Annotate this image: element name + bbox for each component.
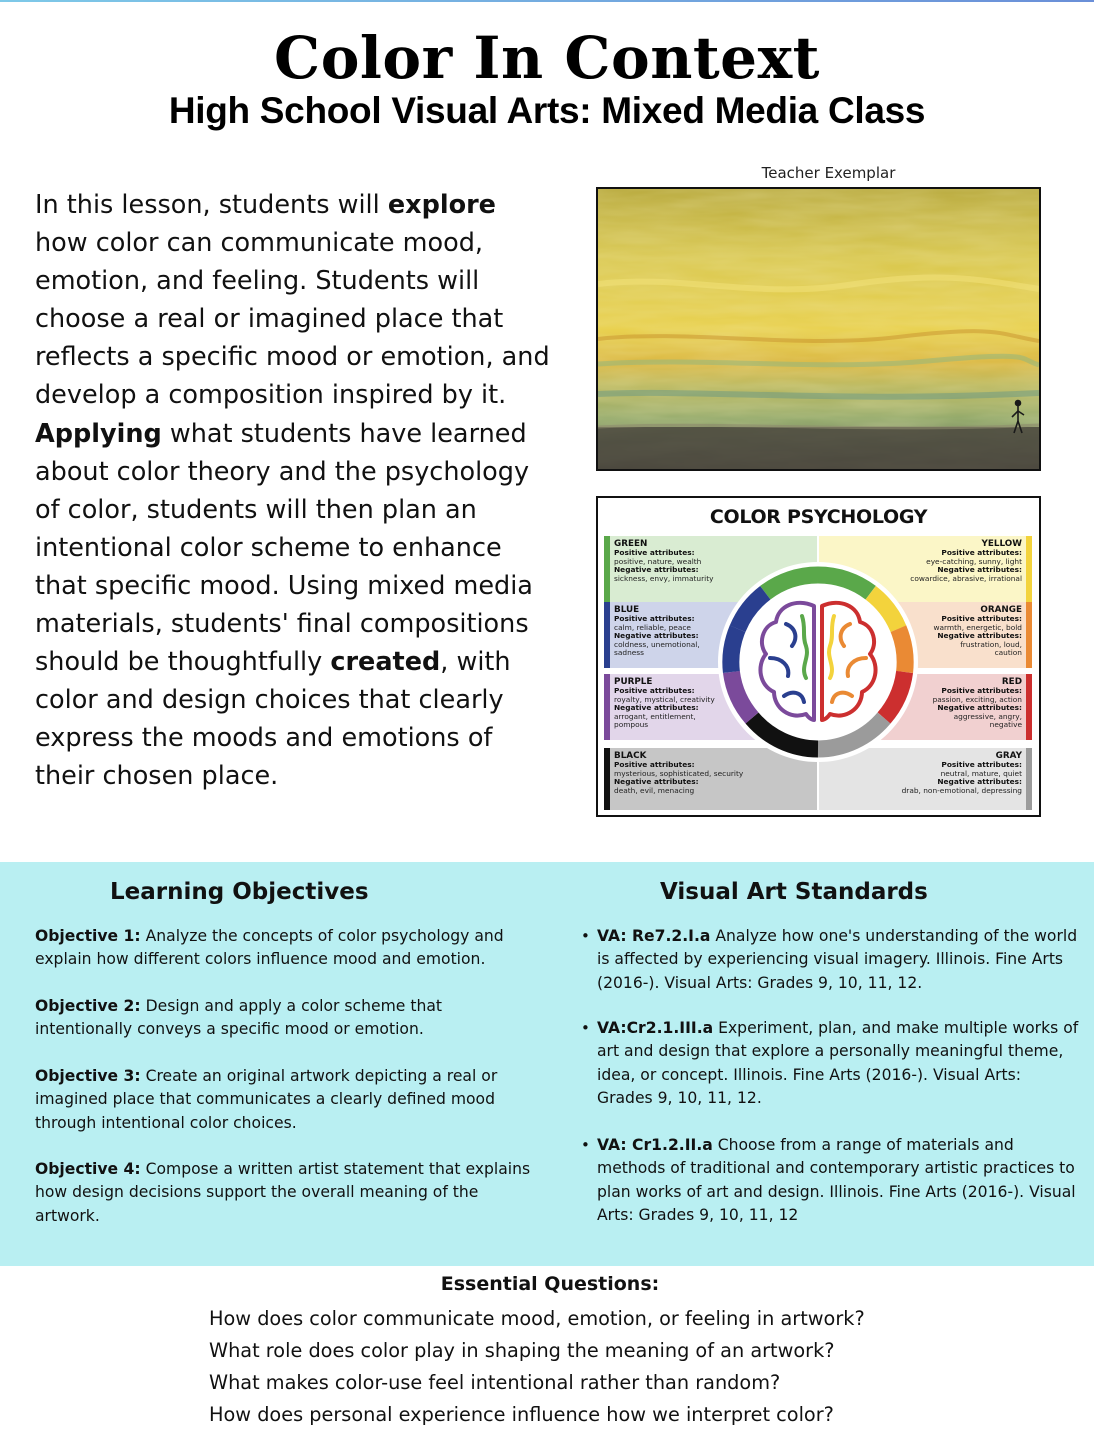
cell-purple: PURPLE Positive attributes: royalty, mystical, creativity Negative attributes: arrogant, entitlement, pompous — [604, 674, 817, 740]
keyword-created: created — [330, 647, 441, 678]
keyword-applying: Applying — [35, 418, 162, 449]
learning-objectives-heading: Learning Objectives — [110, 879, 369, 905]
cell-yellow: YELLOW Positive attributes: eye-catching, sunny, light Negative attributes: cowardice, abrasive, irrational — [819, 536, 1032, 602]
keyword-explore: explore — [387, 190, 496, 220]
bullet: • — [581, 1136, 590, 1154]
essential-question: How does personal experience influence how we interpret color? — [209, 1403, 834, 1426]
cell-orange: ORANGE Positive attributes: warmth, energetic, bold Negative attributes: frustration, loud, caution — [819, 602, 1032, 668]
color-brain-wheel — [706, 536, 930, 788]
color-psychology-chart — [596, 496, 1041, 817]
objective-1: Objective 1: Analyze the concepts of color psychology and explain how different colors influence mood and emotion. — [35, 927, 504, 969]
intro-paragraph: In this lesson, students will explore how color can communicate mood, emotion, and feeling. Students will choose a real or imagined place that reflects a specific mood or emotion, and develop a composition inspired by it. Applying what students have learned about color theory and the psychology of color, students will then plan an intentional color scheme to enhance that specific mood. Using mixed media materials, students' final compositions should be thoughtfully created, with color and design choices that clearly express the moods and emotions of their chosen place. — [35, 190, 550, 792]
cell-gray: GRAY Positive attributes: neutral, mature, quiet Negative attributes: drab, non-emotional, depressing — [819, 748, 1032, 810]
essential-questions-list — [209, 1303, 1069, 1431]
cell-black: BLACK Positive attributes: mysterious, sophisticated, security Negative attributes: death, evil, menacing — [604, 748, 817, 810]
page-title: Color In Context — [274, 24, 820, 92]
objective-4: Objective 4: Compose a written artist statement that explains how design decisions support the overall meaning of the artwork. — [35, 1160, 531, 1225]
bullet: • — [581, 1019, 590, 1037]
sunset-landscape-image — [598, 189, 1039, 469]
visual-art-standards-heading: Visual Art Standards — [660, 879, 928, 905]
essential-question: What role does color play in shaping the meaning of an artwork? — [209, 1339, 835, 1362]
essential-questions-heading: Essential Questions: — [440, 1273, 660, 1295]
color-psychology-title: COLOR PSYCHOLOGY — [709, 506, 928, 528]
teacher-exemplar-painting — [596, 187, 1041, 471]
essential-question: What makes color-use feel intentional rather than random? — [209, 1371, 781, 1394]
bullet: • — [581, 927, 590, 945]
cell-red: RED Positive attributes: passion, exciting, action Negative attributes: aggressive, angry, negative — [819, 674, 1032, 740]
standard-1: • VA: Re7.2.I.a Analyze how one's understanding of the world is affected by experiencing visual imagery. Illinois. Fine Arts (2016-). Visual Arts: Grades 9, 10, 11, 12. — [581, 927, 1078, 992]
exemplar-caption: Teacher Exemplar — [761, 164, 896, 182]
top-accent-line — [0, 0, 1094, 2]
objective-2: Objective 2: Design and apply a color scheme that intentionally conveys a specific mood or emotion. — [35, 997, 443, 1039]
essential-question: How does color communicate mood, emotion, or feeling in artwork? — [209, 1307, 865, 1330]
page-subtitle: High School Visual Arts: Mixed Media Class — [168, 90, 926, 131]
standard-2: • VA:Cr2.1.III.a Experiment, plan, and make multiple works of art and design that explore a personally meaningful theme, idea, or concept. Illinois. Fine Arts (2016-). Visual Arts: Grades 9, 10, 11, 12. — [581, 1019, 1079, 1107]
objective-3: Objective 3: Create an original artwork depicting a real or imagined place that communicates a clearly defined mood through intentional color choices. — [35, 1067, 498, 1132]
cell-green: GREEN Positive attributes: positive, nature, wealth Negative attributes: sickness, envy, immaturity — [604, 536, 817, 602]
standard-3: • VA: Cr1.2.II.a Choose from a range of materials and methods of traditional and contemporary artistic practices to plan works of art and design. Illinois. Fine Arts (2016-). Visual Arts: Grades 9, 10, 11, 12 — [581, 1136, 1076, 1224]
cell-blue: BLUE Positive attributes: calm, reliable, peace Negative attributes: coldness, unemotional, sadness — [604, 602, 817, 668]
